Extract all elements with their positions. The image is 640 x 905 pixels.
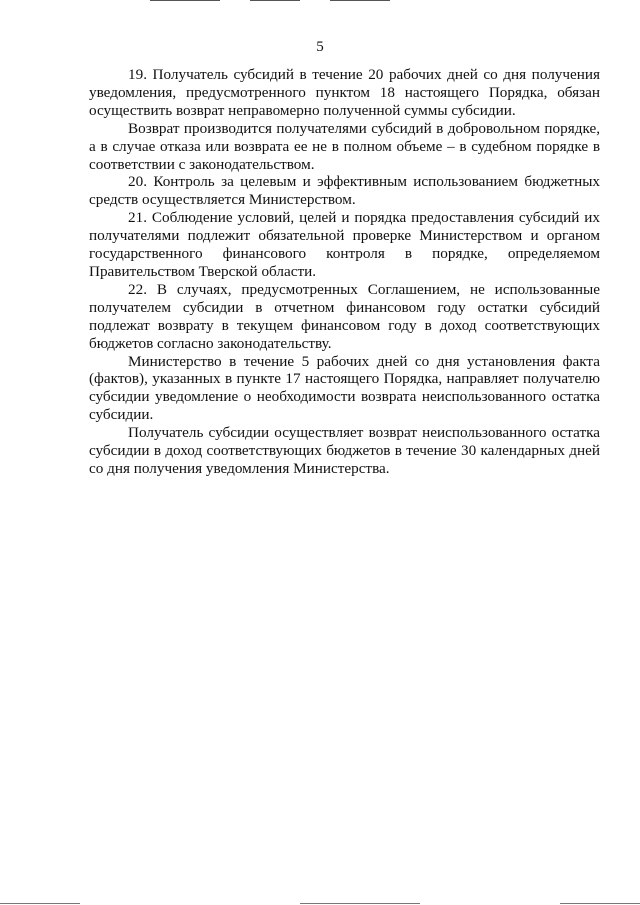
paragraph-recipient-refund: Получатель субсидии осуществляет возврат неиспользованного остатка субсидии в доход соответствующих бюджетов в течение 30 календарных дней со дня получения уведомления Министерства.	[89, 424, 600, 477]
paragraph-21: 21. Соблюдение условий, целей и порядка предоставления субсидий их получателями подлежит обязательной проверке Министерством и органом государственного финансового контроля в порядке, определяемом Правительством Тверской области.	[89, 209, 600, 280]
page-number: 5	[316, 39, 324, 55]
scan-edge-top	[0, 0, 640, 3]
paragraph-19: 19. Получатель субсидий в течение 20 рабочих дней со дня получения уведомления, предусмотренного пунктом 18 настоящего Порядка, обязан осуществить возврат неправомерно полученной суммы субсидии.	[89, 66, 600, 119]
paragraph-ministry-notice: Министерство в течение 5 рабочих дней со дня установления факта (фактов), указанных в пункте 17 настоящего Порядка, направляет получателю субсидии уведомление о необходимости возврата неиспользованного остатка субсидии.	[89, 352, 600, 424]
scan-edge-bottom	[0, 901, 640, 905]
paragraph-22: 22. В случаях, предусмотренных Соглашением, не использованные получателем субсидии в отчетном финансовом году остатки субсидий подлежат возврату в текущем финансовом году в доход соответствующих бюджетов согласно законодательству.	[89, 280, 600, 352]
paragraph-refund-procedure: Возврат производится получателями субсидий в добровольном порядке, а в случае отказа или возврата ее не в полном объеме – в судебном порядке в соответствии с законодательством.	[89, 119, 600, 173]
paragraph-20: 20. Контроль за целевым и эффективным использованием бюджетных средств осуществляется Министерством.	[89, 173, 600, 209]
document-body	[89, 66, 600, 478]
